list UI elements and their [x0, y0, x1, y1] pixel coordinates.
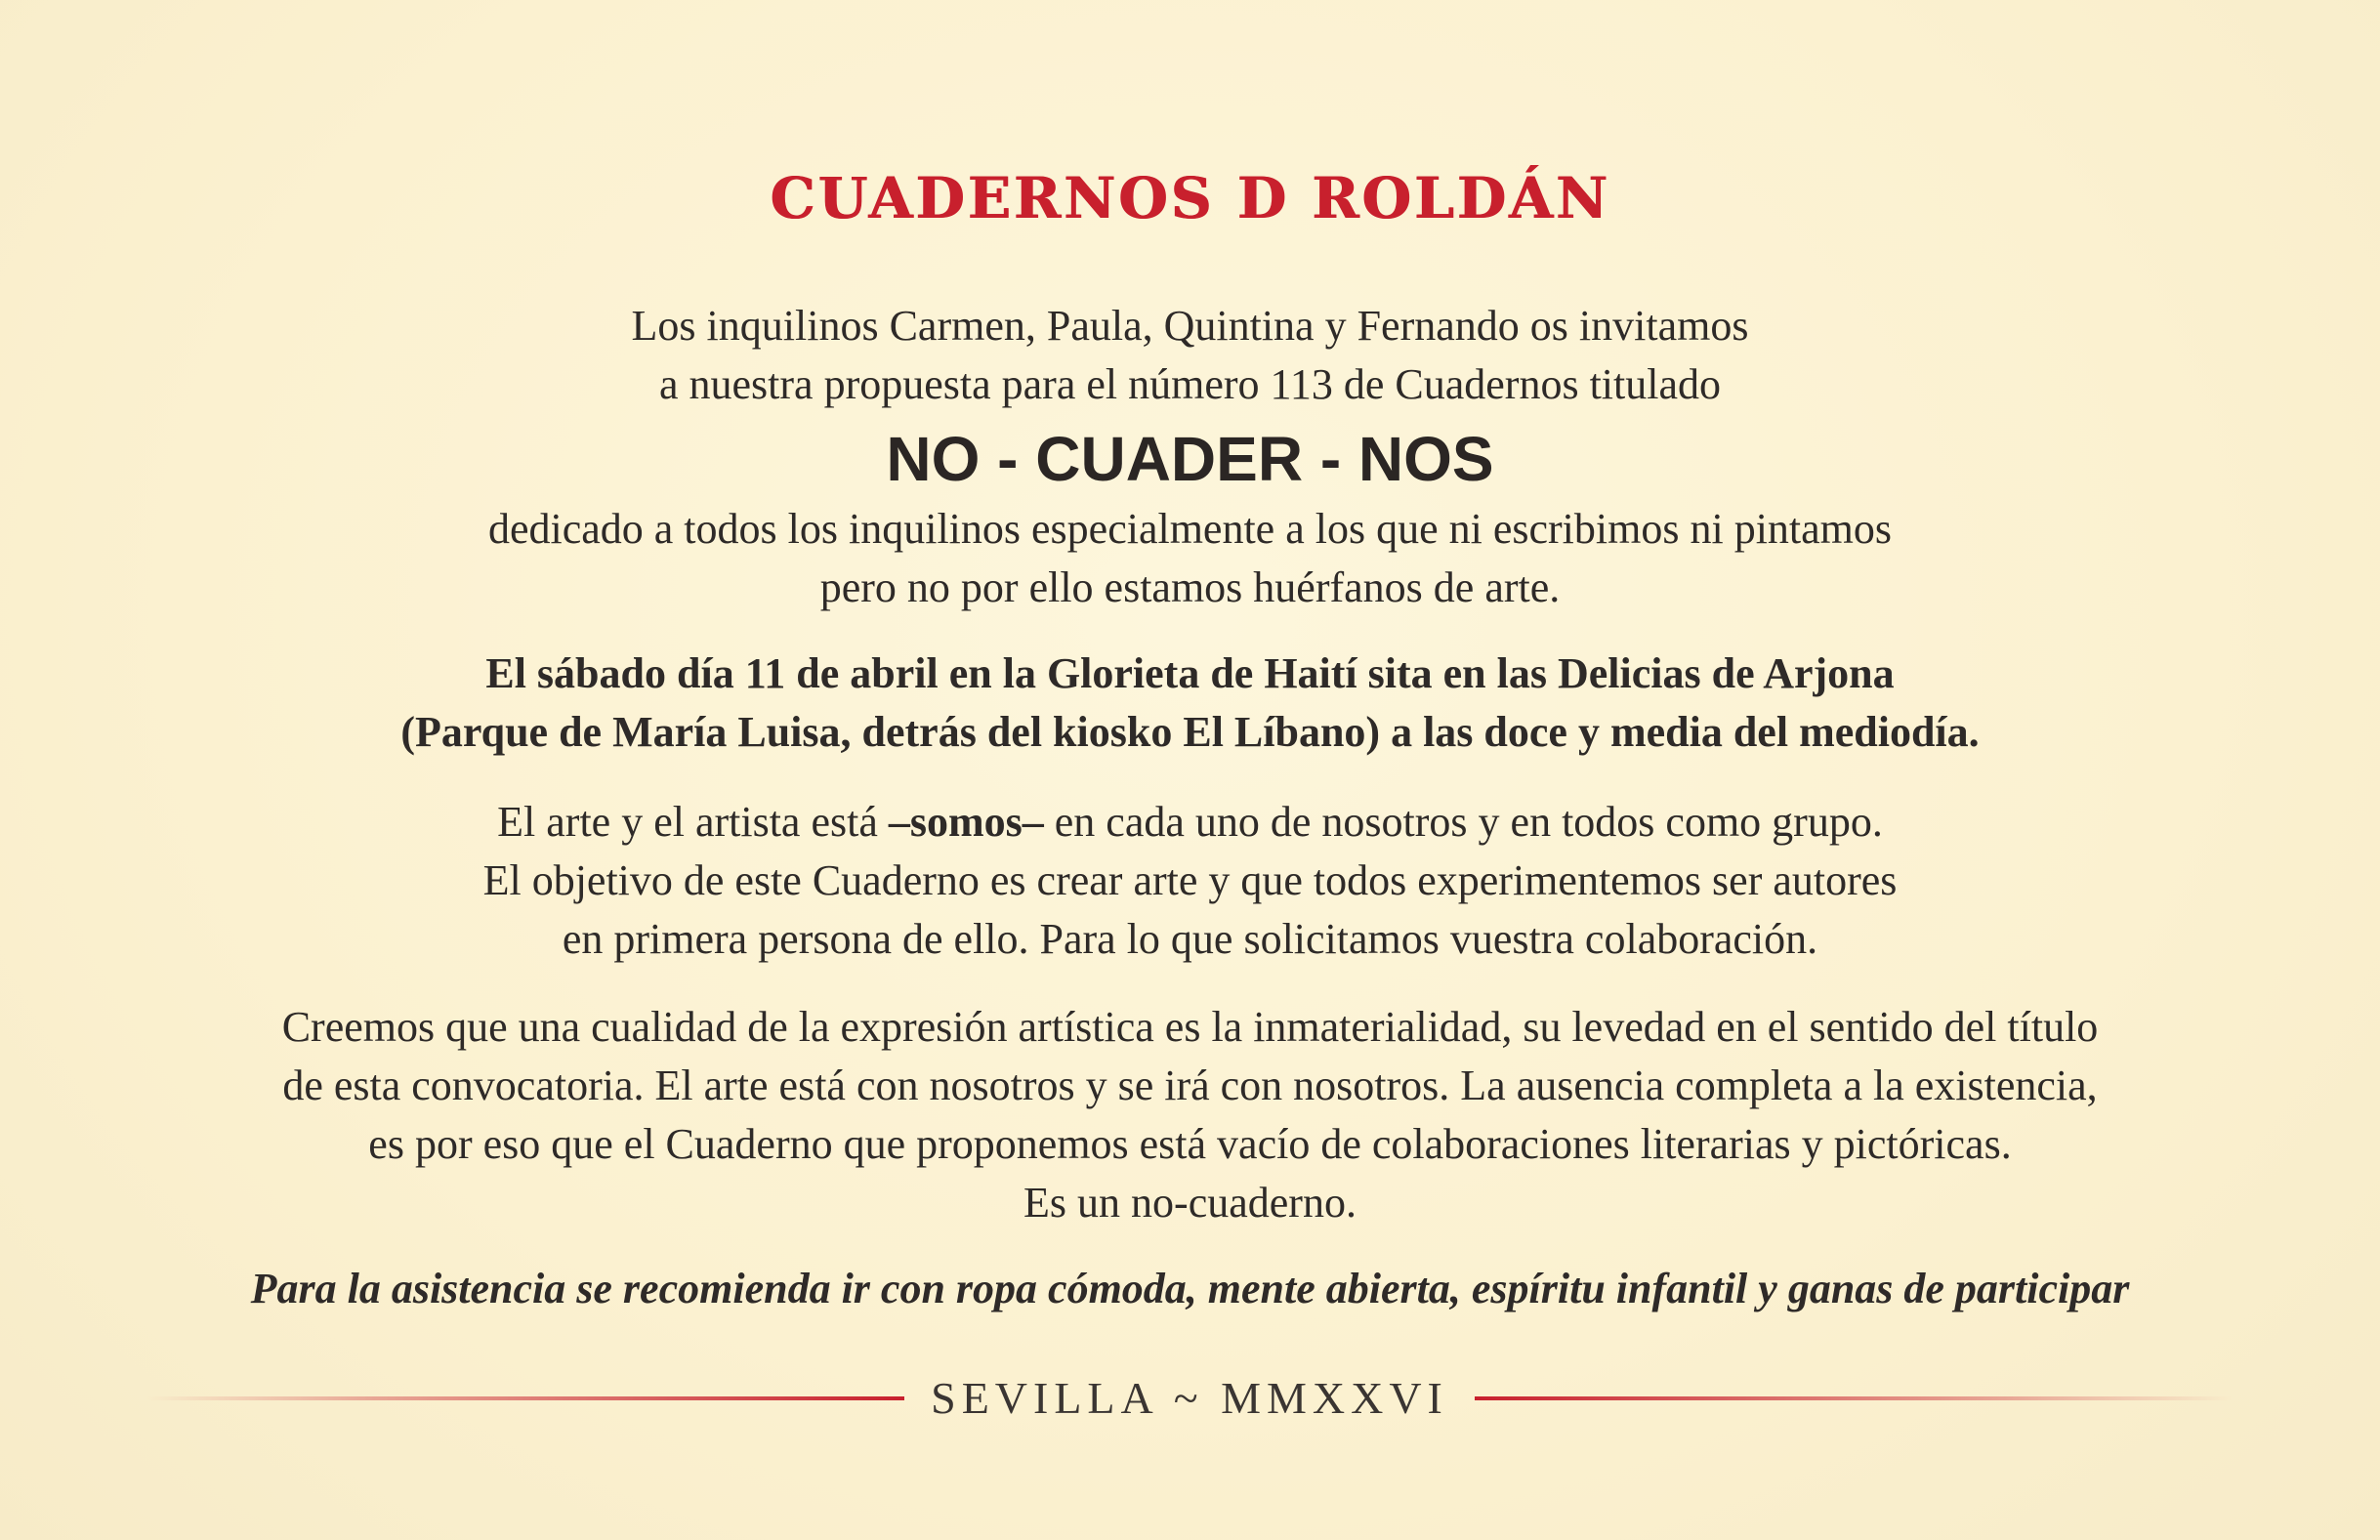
art-line-1-emphasis: –somos– [888, 798, 1044, 846]
art-line-3: en primera persona de ello. Para lo que solicitamos vuestra colaboración. [562, 915, 1818, 963]
event-details-line-1: El sábado día 11 de abril en la Glorieta de Haití sita en las Delicias de Arjona [485, 649, 1895, 697]
dedication-line-2: pero no por ello estamos huérfanos de arte. [819, 563, 1561, 611]
concept-line-1: Creemos que una cualidad de la expresión artística es la inmaterialidad, su levedad en el sentido del título [281, 1003, 2099, 1051]
concept-line-4: Es un no-cuaderno. [1023, 1179, 1357, 1227]
art-line-1 [0, 793, 2380, 852]
art-line-1-post: en cada uno de nosotros y en todos como grupo. [1043, 798, 1883, 846]
dedication-line-1: dedicado a todos los inquilinos especialmente a los que ni escribimos ni pintamos [487, 505, 1893, 553]
footer-place-date: SEVILLA ~ MMXXVI [931, 1373, 1448, 1423]
footer-rule-right [1475, 1396, 2233, 1400]
footer-rule-left [146, 1396, 904, 1400]
concept-line-2: de esta convocatoria. El arte está con nosotros y se irá con nosotros. La ausencia completa a la existencia, [282, 1061, 2098, 1109]
masthead-title: CUADERNOS D ROLDÁN [770, 165, 1610, 231]
recommendation-note: Para la asistencia se recomienda ir con ropa cómoda, mente abierta, espíritu infantil y ganas de participar [250, 1265, 2130, 1312]
intro-line-1: Los inquilinos Carmen, Paula, Quintina y Fernando os invitamos [631, 302, 1749, 350]
art-line-1-pre: El arte y el artista está [497, 798, 889, 846]
event-details-line-2: (Parque de María Luisa, detrás del kiosko El Líbano) a las doce y media del mediodía. [400, 708, 1980, 756]
concept-line-3: es por eso que el Cuaderno que proponemos está vacío de colaboraciones literarias y pictóricas. [368, 1120, 2012, 1168]
footer [0, 1369, 2380, 1428]
intro-line-2: a nuestra propuesta para el número 113 de Cuadernos titulado [658, 360, 1722, 408]
event-title: NO - CUADER - NOS [886, 424, 1494, 494]
art-line-2: El objetivo de este Cuaderno es crear arte y que todos experimentemos ser autores [482, 856, 1898, 904]
